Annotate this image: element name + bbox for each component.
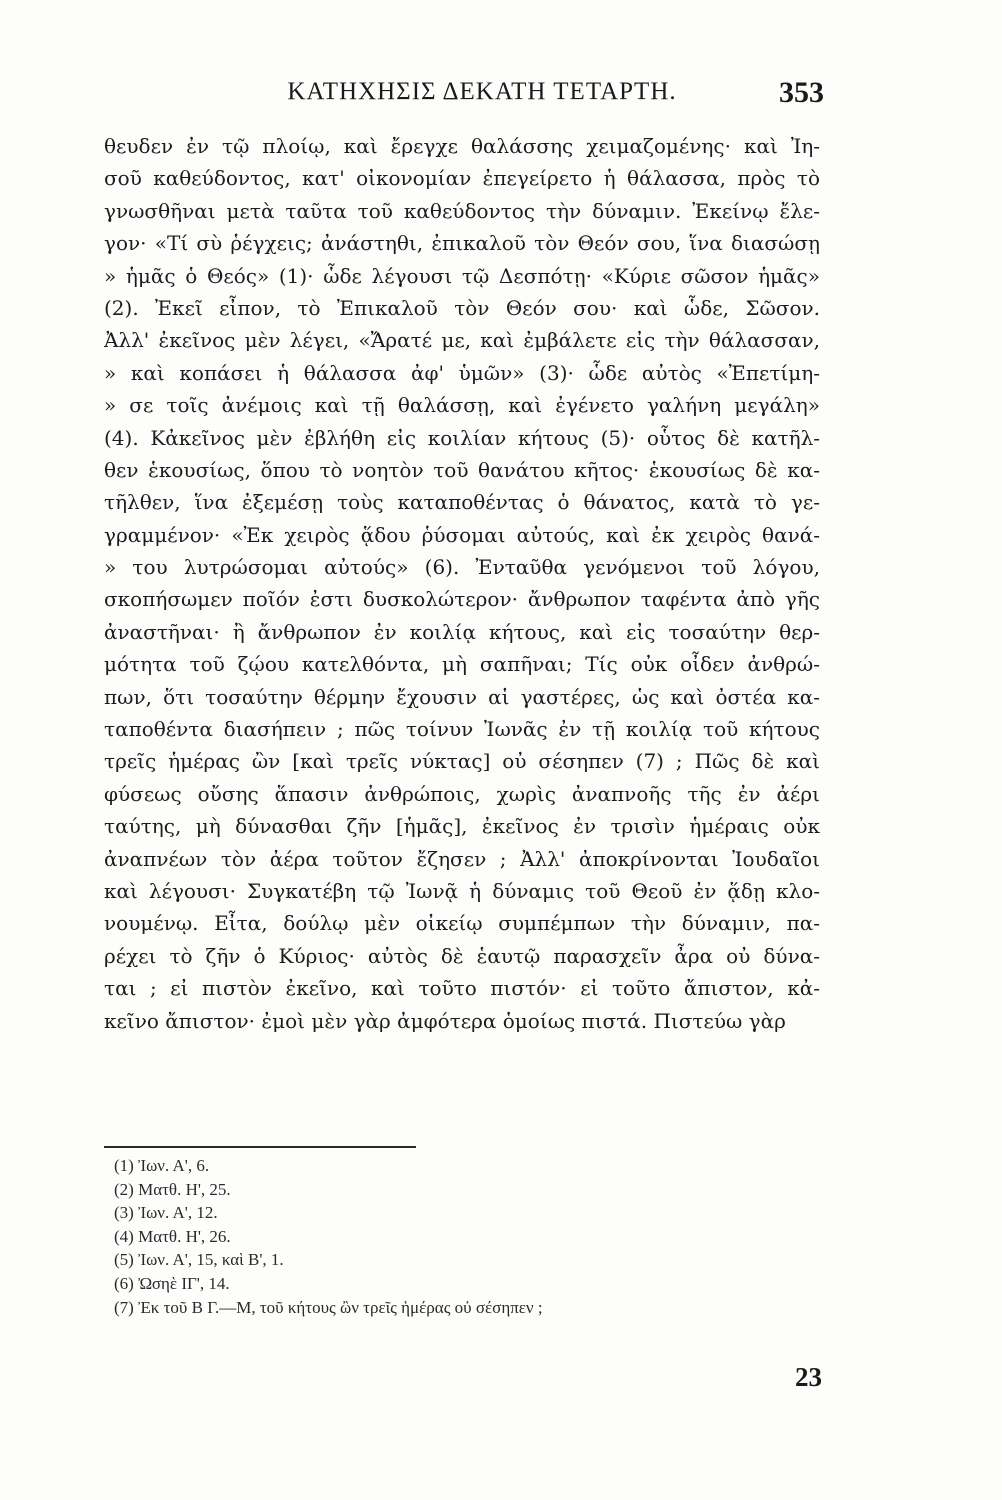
text-line: θευδεν ἐν τῷ πλοίῳ, καὶ ἔρεγχε θαλάσσης χειμαζομένης· καὶ Ἰη- xyxy=(104,134,820,158)
footnote: (2) Ματθ. Η', 25. xyxy=(114,1179,231,1199)
text-line: ται ; εἰ πιστὸν ἐκεῖνο, καὶ τοῦτο πιστόν· εἰ τοῦτο ἄπιστον, κἀ- xyxy=(104,976,820,1001)
text-line: σοῦ καθεύδοντος, κατ' οἰκονομίαν ἐπεγείρετο ἡ θάλασσα, πρὸς τὸ xyxy=(104,166,820,191)
footnote: (1) Ἰων. Α', 6. xyxy=(114,1156,210,1175)
body-text xyxy=(104,130,820,1037)
text-line: ρέχει τὸ ζῆν ὁ Κύριος· αὐτὸς δὲ ἑαυτῷ παρασχεῖν ἆρα οὐ δύνα- xyxy=(104,943,820,968)
running-head xyxy=(0,78,1002,118)
text-line: σκοπήσωμεν ποῖόν ἐστι δυσκολώτερον· ἄνθρωπον ταφέντα ἀπὸ γῆς xyxy=(104,587,820,612)
running-title: ΚΑΤΗΧΗΣΙΣ ΔΕΚΑΤΗ ΤΕΤΑΡΤΗ. xyxy=(287,78,677,105)
text-line: (4). Κἀκεῖνος μὲν ἐβλήθη εἰς κοιλίαν κήτους (5)· οὗτος δὲ κατῆλ- xyxy=(104,425,820,450)
text-line: πων, ὅτι τοσαύτην θέρμην ἔχουσιν αἱ γαστέρες, ὡς καὶ ὀστέα κα- xyxy=(104,684,820,709)
text-line: ἀναστῆναι· ἢ ἄνθρωπον ἐν κοιλίᾳ κήτους, καὶ εἰς τοσαύτην θερ- xyxy=(104,619,820,644)
footnote: (6) Ὠσηὲ ΙΓ', 14. xyxy=(114,1273,230,1293)
page-number: 353 xyxy=(779,76,824,109)
text-line: νουμένῳ. Εἶτα, δούλῳ μὲν οἰκείῳ συμπέμπων τὴν δύναμιν, πα- xyxy=(104,911,820,936)
text-line: φύσεως οὔσης ἅπασιν ἀνθρώποις, χωρὶς ἀναπνοῆς τῆς ἐν ἀέρι xyxy=(104,781,820,806)
footnote: (7) Ἐκ τοῦ Β Γ.—Μ, τοῦ κήτους ὢν τρεῖς ἡμέρας οὐ σέσηπεν ; xyxy=(114,1297,543,1317)
footnote: (5) Ἰων. Α', 15, καὶ Β', 1. xyxy=(114,1250,284,1270)
text-line: γον· «Τί σὺ ῥέγχεις; ἀνάστηθι, ἐπικαλοῦ τὸν Θεόν σου, ἵνα διασώσῃ xyxy=(104,231,820,256)
footnotes xyxy=(114,1154,714,1319)
footnote-rule xyxy=(104,1146,416,1148)
text-line: γνωσθῆναι μετὰ ταῦτα τοῦ καθεύδοντος τὴν δύναμιν. Ἐκείνῳ ἔλε- xyxy=(104,198,820,223)
text-line: ἀναπνέων τὸν ἀέρα τοῦτον ἔζησεν ; Ἀλλ' ἀποκρίνονται Ἰουδαῖοι xyxy=(104,846,820,871)
text-line: » καὶ κοπάσει ἡ θάλασσα ἀφ' ὑμῶν» (3)· ὧδε αὐτὸς «Ἐπετίμη- xyxy=(104,360,820,385)
text-line: » σε τοῖς ἀνέμοις καὶ τῇ θαλάσσῃ, καὶ ἐγένετο γαλήνη μεγάλη» xyxy=(104,393,820,418)
text-line: Ἀλλ' ἐκεῖνος μὲν λέγει, «Ἄρατέ με, καὶ ἐμβάλετε εἰς τὴν θάλασσαν, xyxy=(104,328,820,353)
footnote: (4) Ματθ. Η', 26. xyxy=(114,1226,231,1246)
text-line: τῆλθεν, ἵνα ἐξεμέσῃ τοὺς καταποθέντας ὁ θάνατος, κατὰ τὸ γε- xyxy=(104,490,820,515)
text-line: (2). Ἐκεῖ εἶπον, τὸ Ἐπικαλοῦ τὸν Θεόν σου· καὶ ὧδε, Σῶσον. xyxy=(104,295,820,320)
footnote: (3) Ἰων. Α', 12. xyxy=(114,1203,218,1223)
text-line: γραμμένον· «Ἐκ χειρὸς ᾅδου ῥύσομαι αὐτούς, καὶ ἐκ χειρὸς θανά- xyxy=(104,522,820,547)
text-line: ταποθέντα διασήπειν ; πῶς τοίνυν Ἰωνᾶς ἐν τῇ κοιλίᾳ τοῦ κήτους xyxy=(104,717,820,742)
text-line: καὶ λέγουσι· Συγκατέβη τῷ Ἰωνᾷ ἡ δύναμις τοῦ Θεοῦ ἐν ᾅδῃ κλο- xyxy=(104,878,820,903)
text-line: θεν ἑκουσίως, ὅπου τὸ νοητὸν τοῦ θανάτου κῆτος· ἑκουσίως δὲ κα- xyxy=(104,457,820,482)
text-line: » του λυτρώσομαι αὐτούς» (6). Ἐνταῦθα γενόμενοι τοῦ λόγου, xyxy=(104,555,820,580)
text-line: » ἡμᾶς ὁ Θεός» (1)· ὧδε λέγουσι τῷ Δεσπότῃ· «Κύριε σῶσον ἡμᾶς» xyxy=(104,263,820,288)
signature-mark: 23 xyxy=(795,1362,822,1392)
text-line: μότητα τοῦ ζῴου κατελθόντα, μὴ σαπῆναι; Τίς οὐκ οἶδεν ἀνθρώ- xyxy=(104,652,820,677)
text-line: κεῖνο ἄπιστον· ἐμοὶ μὲν γὰρ ἀμφότερα ὁμοίως πιστά. Πιστεύω γὰρ xyxy=(104,1008,786,1033)
text-line: τρεῖς ἡμέρας ὢν [καὶ τρεῖς νύκτας] οὐ σέσηπεν (7) ; Πῶς δὲ καὶ xyxy=(104,749,820,774)
text-line: ταύτης, μὴ δύνασθαι ζῆν [ἡμᾶς], ἐκεῖνος ἐν τρισὶν ἡμέραις οὐκ xyxy=(104,814,820,839)
